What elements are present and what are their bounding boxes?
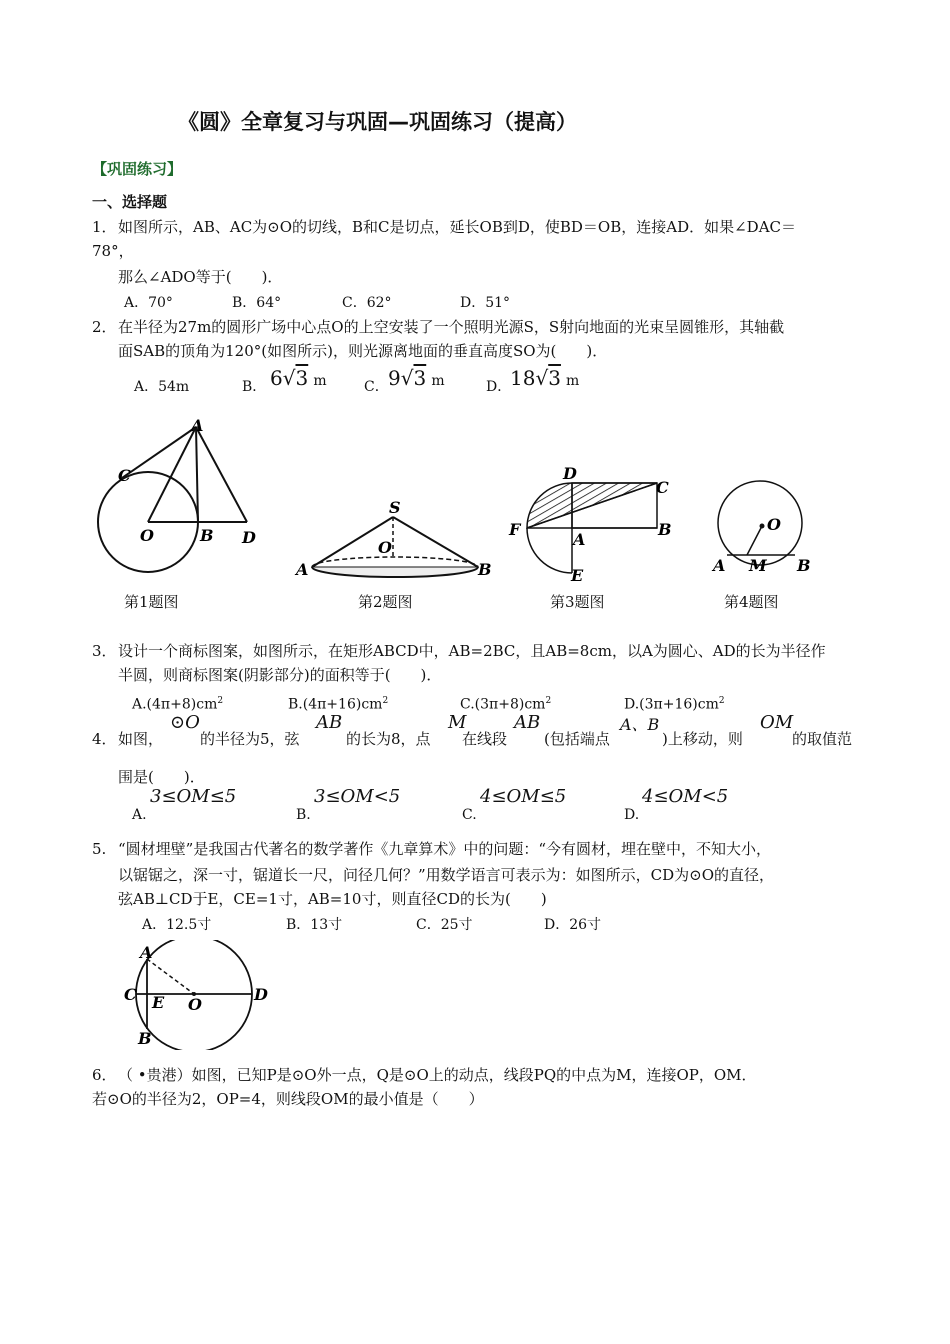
question-text: 面SAB的顶角为120°(如图所示)，则光源离地面的垂直高度SO为( )． [118,342,608,360]
option-d-value: 4≤OM<5 [642,786,729,807]
question-number: 1． [92,218,117,236]
page-title: 《圆》全章复习与巩固—巩固练习（提高） [178,110,577,134]
math-symbol: M [448,712,467,733]
option-a: A．70° [124,295,173,311]
option-c: $C.(3\pi+8)cm^2$ [460,696,552,713]
label-o: O [767,515,781,534]
question-text: 弦AB⊥CD于E，CE=1寸，AB=10寸，则直径CD的长为( ) [118,890,547,908]
label-a: A [191,416,204,435]
question-text: )上移动，则 [662,730,743,748]
math-symbol: OM [760,712,794,733]
label-o: O [140,526,154,545]
label-b: B [797,556,811,575]
question-text: 在线段 [462,730,508,748]
question-text: 半圆，则商标图案(阴影部分)的面积等于( )． [118,666,442,684]
question-text: 以锯锯之，深一寸，锯道长一尺，问径几何？”用数学语言可表示为：如图所示，CD为⊙O的直径， [118,866,775,884]
question-number: 4． [92,730,117,748]
question-number: 2． [92,318,117,336]
option-b: B．13寸 [286,917,343,933]
label-d: D [563,465,577,483]
label-e: E [152,993,165,1012]
label-b: B [658,520,672,539]
math-symbol: AB [316,712,343,733]
option-b-letter: B． [242,379,267,395]
option-c: C．62° [342,295,392,311]
question-text: （ •贵港）如图，已知P是⊙O外一点，Q是⊙O上的动点，线段PQ的中点为M，连接OP，OM． [118,1066,757,1084]
section-label: 【巩固练习】 [92,160,183,178]
math-symbol: AB [514,712,541,733]
label-d: D [242,528,256,547]
label-o: O [188,995,202,1014]
figure-caption: 第2题图 [358,593,413,611]
label-a: A [296,560,309,579]
label-c: C [118,466,131,485]
label-b: B [200,526,214,545]
label-e: E [571,566,584,585]
option-b-letter: B. [296,807,311,823]
math-symbol: ⊙O [170,712,200,733]
figure-1 [90,415,270,585]
option-c-value: 4≤OM≤5 [480,786,567,807]
label-a: A [573,530,586,549]
label-a: A [713,556,726,575]
label-s: S [389,498,401,517]
question-text: 的长为8，点 [346,730,431,748]
question-number: 5. [92,840,107,858]
math-symbol: A、B [620,715,660,734]
part-heading: 一、选择题 [92,193,168,211]
option-b-value: 3≤OM<5 [314,786,401,807]
option-d-value: 18√3 m [510,366,580,390]
label-d: D [254,985,268,1004]
question-text: 如图所示，AB、AC为⊙O的切线，B和C是切点，延长OB到D，使BD＝OB，连接AD．如果∠DAC＝ [118,218,797,236]
label-c: C [124,985,137,1004]
option-a: $A.(4\pi+8)cm^2$ [132,696,224,713]
option-d-letter: D． [486,379,512,395]
option-a: A．54m [134,379,190,395]
question-text: 78°， [92,242,134,260]
question-text: 如图， [118,730,164,748]
figure-3 [505,465,680,585]
label-c: C [656,478,669,497]
question-text: 在半径为27m的圆形广场中心点O的上空安装了一个照明光源S，S射向地面的光束呈圆锥形，其轴截 [118,318,785,336]
option-c-value: 9√3 m [388,366,445,390]
label-m: M [749,556,767,575]
question-text: 的取值范 [792,730,853,748]
question-text: 围是( )． [118,768,205,786]
option-b-value: 6√3 m [270,366,327,390]
question-text: (包括端点 [544,730,610,748]
figure-4 [705,475,820,585]
option-a-letter: A. [132,807,147,823]
option-b: $B.(4\pi+16)cm^2$ [288,696,389,713]
option-a-value: 3≤OM≤5 [150,786,237,807]
question-text: 那么∠ADO等于( )． [118,268,283,286]
label-b: B [478,560,492,579]
question-text: “圆材埋壁”是我国古代著名的数学著作《九章算术》中的问题：“今有圆材，埋在壁中，不知大小， [118,840,772,858]
figure-caption: 第1题图 [124,593,179,611]
option-d: D．51° [460,295,511,311]
label-o: O [378,538,392,557]
label-f: F [509,520,521,539]
option-c-letter: C． [364,379,389,395]
label-b: B [138,1029,152,1048]
option-d-letter: D. [624,807,640,823]
figure-5 [118,940,278,1050]
question-text: 若⊙O的半径为2，OP=4，则线段OM的最小值是（ ） [92,1090,484,1108]
option-a: A．12.5寸 [142,917,212,933]
question-text: 的半径为5，弦 [200,730,300,748]
question-text: 设计一个商标图案，如图所示，在矩形ABCD中，AB=2BC，且AB=8cm，以A为圆心、AD的长为半径作 [118,642,826,660]
figure-caption: 第4题图 [724,593,779,611]
label-a: A [140,943,153,962]
question-number: 6． [92,1066,117,1084]
option-c: C．25寸 [416,917,473,933]
question-number: 3． [92,642,117,660]
figure-2 [290,495,500,585]
option-c-letter: C. [462,807,477,823]
option-d: $D.(3\pi+16)cm^2$ [624,696,725,713]
figure-caption: 第3题图 [550,593,605,611]
option-b: B．64° [232,295,282,311]
option-d: D．26寸 [544,917,602,933]
